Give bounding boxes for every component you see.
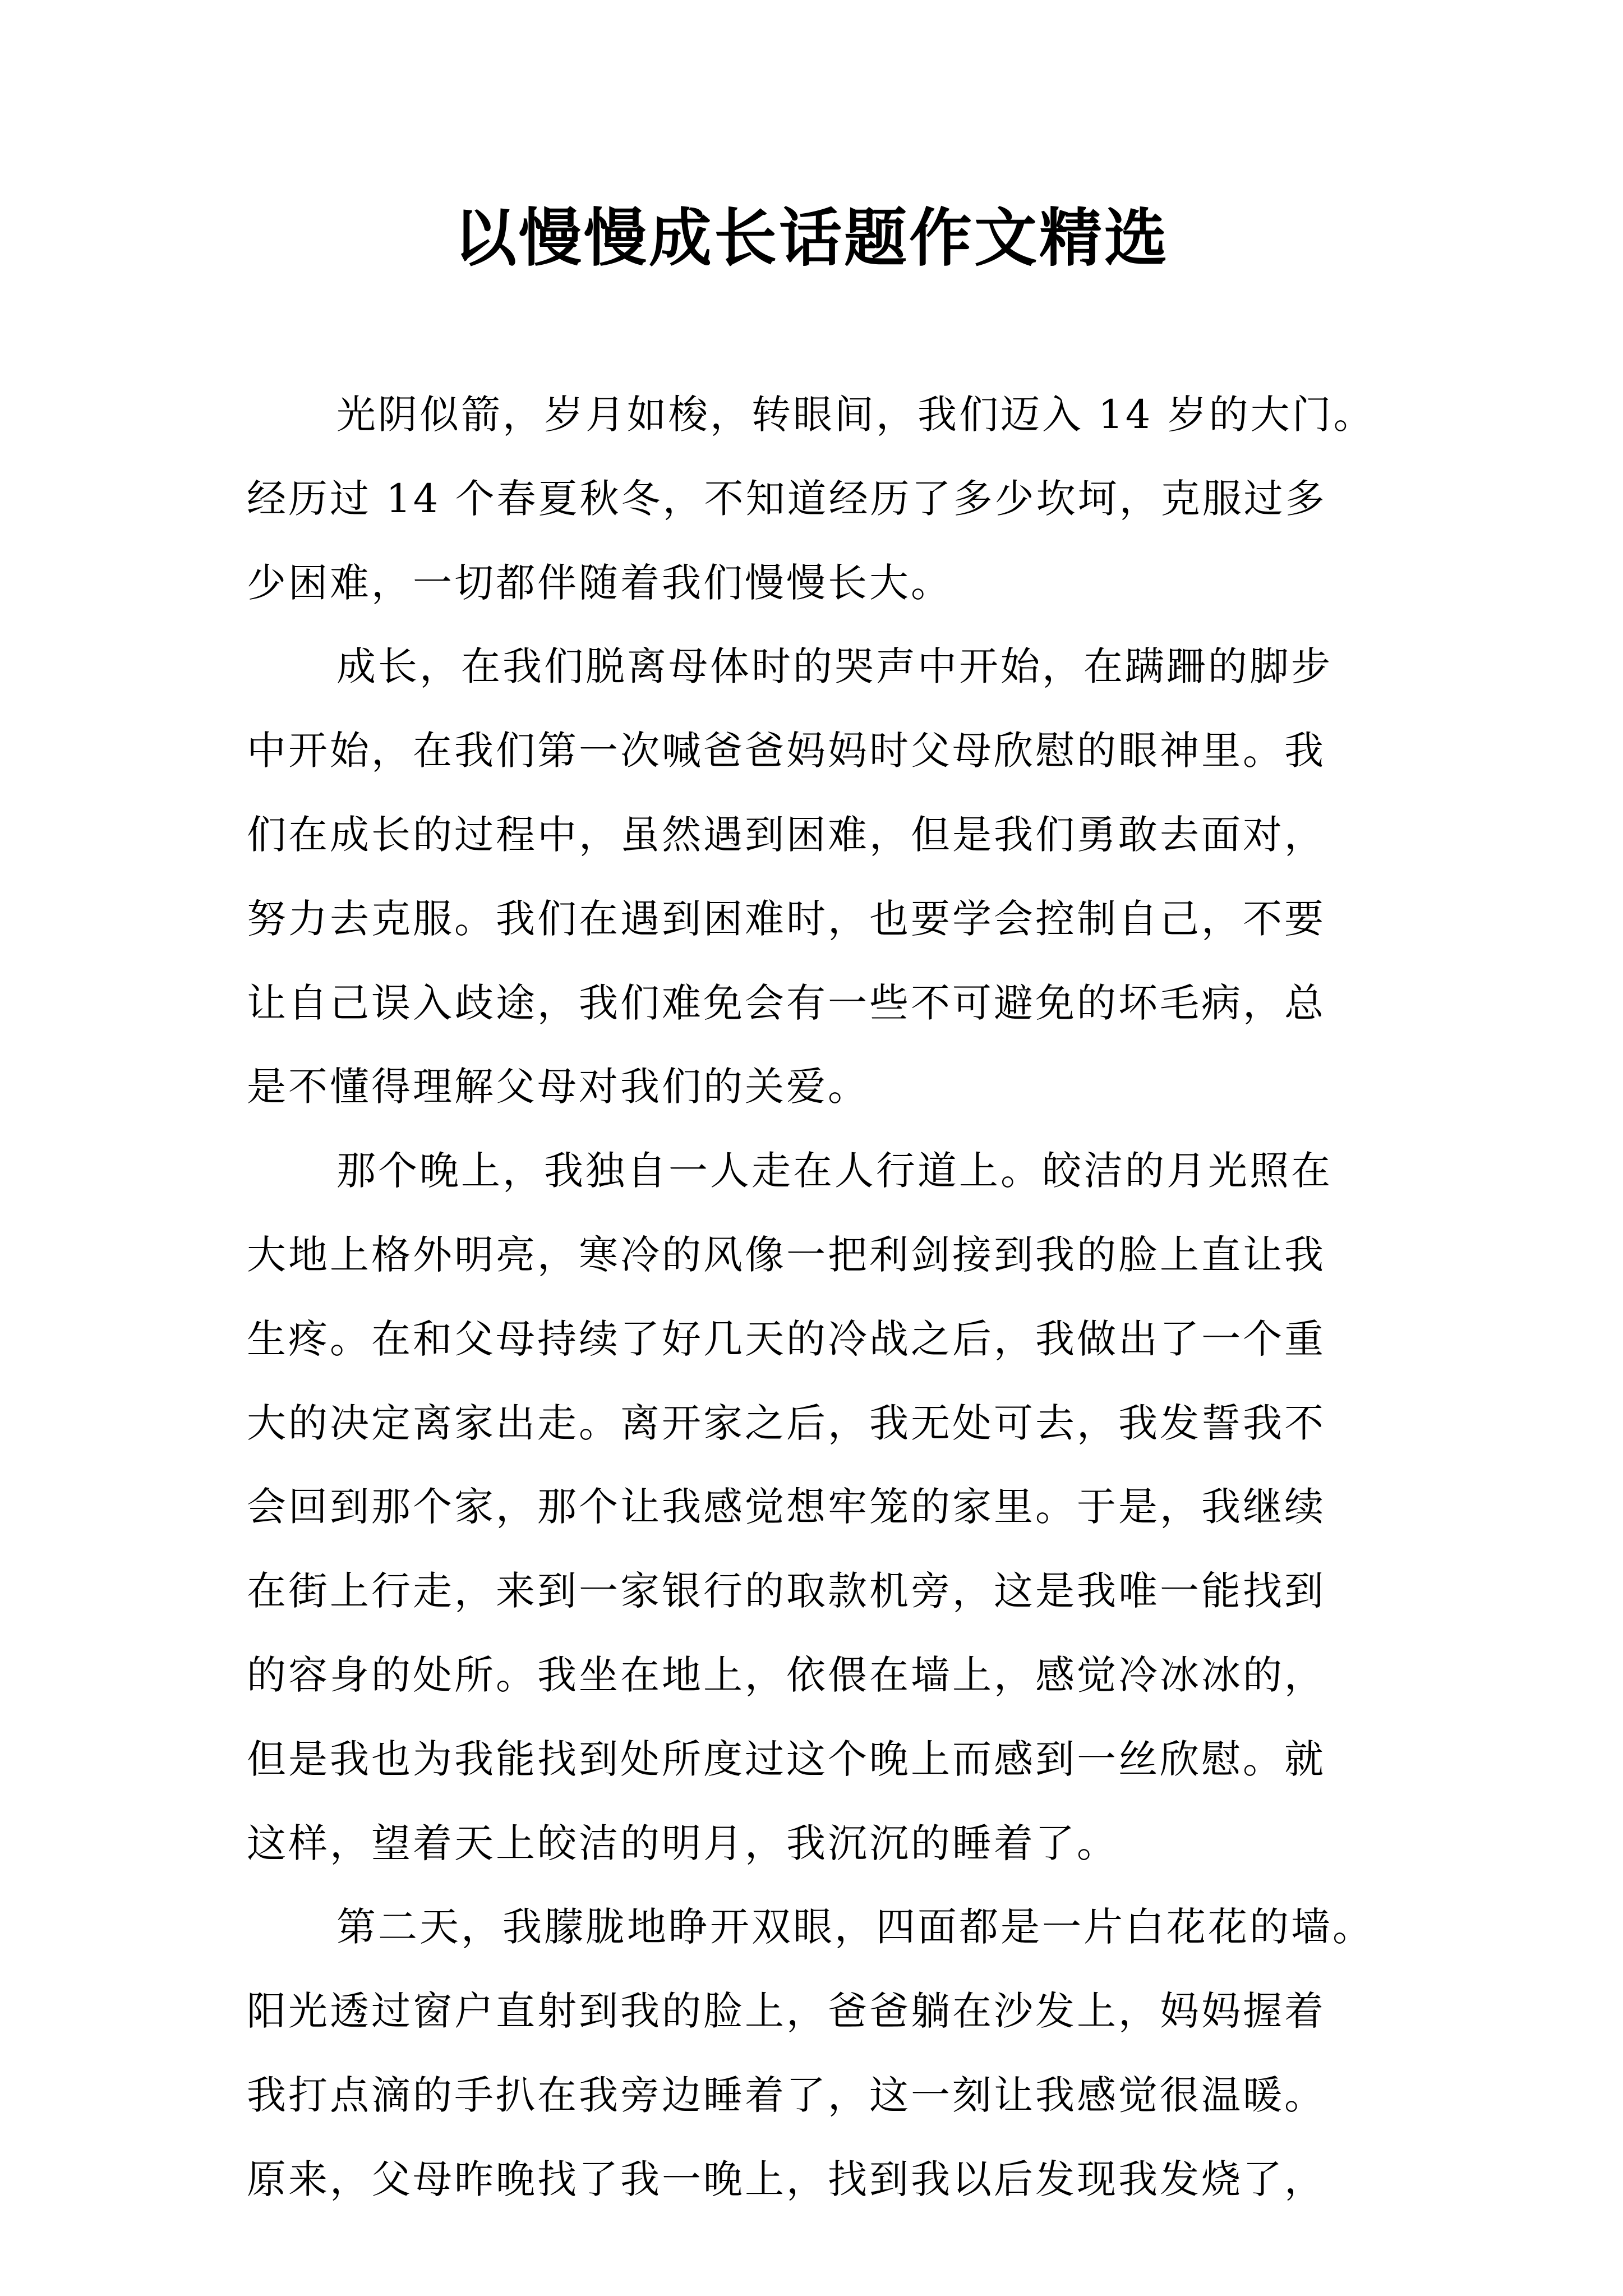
text-line: 我打点滴的手扒在我旁边睡着了，这一刻让我感觉很温暖。	[247, 2072, 1326, 2118]
text-line: 少困难，一切都伴随着我们慢慢长大。	[247, 559, 952, 606]
text-line: 这样，望着天上皎洁的明月，我沉沉的睡着了。	[247, 1820, 1118, 1866]
text-line: 大地上格外明亮，寒冷的风像一把利剑接到我的脸上直让我	[247, 1231, 1326, 1278]
text-line: 成长，在我们脱离母体时的哭声中开始，在蹒跚的脚步	[336, 643, 1332, 690]
text-line: 经历过 14 个春夏秋冬，不知道经历了多少坎坷，克服过多	[247, 475, 1327, 522]
text-line: 原来，父母昨晚找了我一晚上，找到我以后发现我发烧了，	[247, 2156, 1326, 2202]
text-line: 的容身的处所。我坐在地上，依偎在墙上，感觉冷冰冰的，	[247, 1651, 1326, 1698]
text-line: 们在成长的过程中，虽然遇到困难，但是我们勇敢去面对，	[247, 811, 1326, 858]
text-line: 努力去克服。我们在遇到困难时，也要学会控制自己，不要	[247, 895, 1326, 942]
text-line: 大的决定离家出走。离开家之后，我无处可去，我发誓我不	[247, 1400, 1326, 1446]
document-body	[247, 373, 1396, 2222]
text-line: 让自己误入歧途，我们难免会有一些不可避免的坏毛病，总	[247, 979, 1326, 1026]
text-line: 光阴似箭，岁月如梭，转眼间，我们迈入 14 岁的大门。	[336, 392, 1375, 438]
text-line: 是不懂得理解父母对我们的关爱。	[247, 1064, 869, 1110]
document-title: 以慢慢成长话题作文精选	[454, 201, 1169, 275]
text-line: 阳光透过窗户直射到我的脸上，爸爸躺在沙发上，妈妈握着	[247, 1988, 1326, 2035]
text-line: 那个晚上，我独自一人走在人行道上。皎洁的月光照在	[336, 1148, 1332, 1194]
text-line: 中开始，在我们第一次喊爸爸妈妈时父母欣慰的眼神里。我	[247, 728, 1326, 774]
text-line: 在街上行走，来到一家银行的取款机旁，这是我唯一能找到	[247, 1568, 1326, 1614]
text-line: 第二天，我朦胧地睁开双眼，四面都是一片白花花的墙。	[336, 1904, 1374, 1950]
text-line: 但是我也为我能找到处所度过这个晚上而感到一丝欣慰。就	[247, 1736, 1326, 1782]
text-line: 会回到那个家，那个让我感觉想牢笼的家里。于是，我继续	[247, 1484, 1326, 1530]
text-line: 生疼。在和父母持续了好几天的冷战之后，我做出了一个重	[247, 1315, 1326, 1362]
